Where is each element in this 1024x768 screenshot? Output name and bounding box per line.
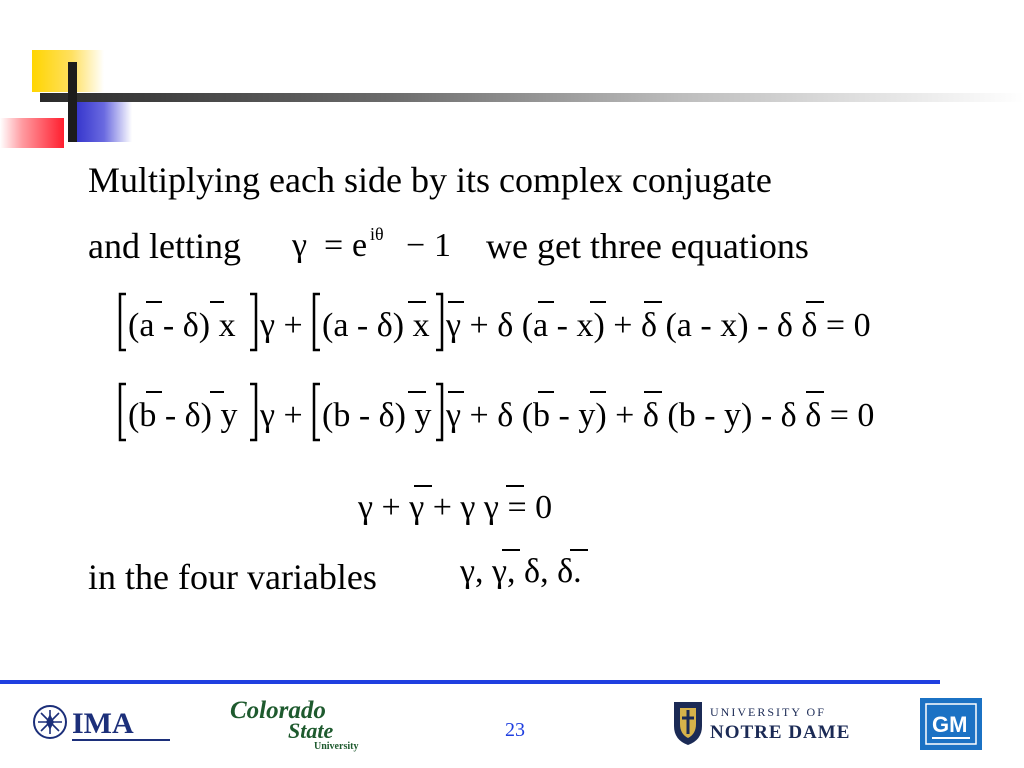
variables-list bbox=[458, 540, 618, 596]
svg-text:Colorado: Colorado bbox=[230, 697, 326, 724]
svg-text:GM: GM bbox=[932, 712, 968, 737]
svg-text:NOTRE DAME: NOTRE DAME bbox=[710, 722, 851, 743]
svg-text:γ +: γ + bbox=[260, 397, 303, 434]
svg-text:γ + δ (b - y) + δ (b - y) - δ: γ + δ (b - y) + δ (b - y) - δ δ = 0 bbox=[446, 397, 875, 434]
text-line-2-suffix: we get three equations bbox=[486, 226, 809, 266]
svg-text:(a - δ) x: (a - δ) x bbox=[128, 307, 236, 344]
svg-text:IMA: IMA bbox=[72, 707, 134, 740]
text-line-last: in the four variables bbox=[88, 557, 377, 597]
decor-red-block bbox=[0, 118, 64, 148]
svg-text:UNIVERSITY OF: UNIVERSITY OF bbox=[710, 705, 826, 719]
svg-text:=: = bbox=[324, 227, 344, 264]
ima-logo bbox=[28, 700, 178, 746]
svg-text:University: University bbox=[314, 741, 359, 752]
svg-text:γ +: γ + bbox=[260, 307, 303, 344]
svg-text:e: e bbox=[352, 227, 368, 264]
svg-text:γ + δ (a - x) + δ (a - x) - δ: γ + δ (a - x) + δ (a - x) - δ δ = 0 bbox=[446, 307, 871, 344]
svg-text:(b - δ) y: (b - δ) y bbox=[128, 397, 238, 434]
svg-text:(b - δ) y: (b - δ) y bbox=[322, 397, 432, 434]
page-number: 23 bbox=[505, 719, 525, 741]
svg-text:−: − bbox=[406, 227, 426, 264]
equation-1 bbox=[112, 288, 902, 360]
decor-blue-block bbox=[70, 100, 132, 142]
svg-text:γ: γ bbox=[292, 227, 308, 264]
svg-text:iθ: iθ bbox=[370, 224, 384, 244]
equation-3 bbox=[356, 478, 616, 534]
gamma-definition-equation bbox=[290, 216, 480, 270]
footer-rule bbox=[0, 680, 940, 684]
notre-dame-logo bbox=[670, 700, 870, 746]
svg-text:γ, γ, δ, δ.: γ, γ, δ, δ. bbox=[460, 553, 582, 590]
colorado-state-logo bbox=[228, 694, 378, 754]
svg-text:State: State bbox=[288, 718, 334, 743]
svg-text:(a - δ) x: (a - δ) x bbox=[322, 307, 430, 344]
decor-vertical-bar bbox=[68, 62, 77, 142]
equation-2 bbox=[112, 378, 902, 450]
svg-text:γ + γ + γ γ = 0: γ + γ + γ γ = 0 bbox=[358, 489, 553, 526]
text-line-2-prefix: and letting bbox=[88, 226, 241, 266]
decor-horizontal-bar bbox=[40, 93, 1024, 102]
text-line-1: Multiplying each side by its complex conjugate bbox=[88, 160, 772, 200]
svg-text:1: 1 bbox=[434, 227, 451, 264]
gm-logo bbox=[918, 696, 986, 752]
